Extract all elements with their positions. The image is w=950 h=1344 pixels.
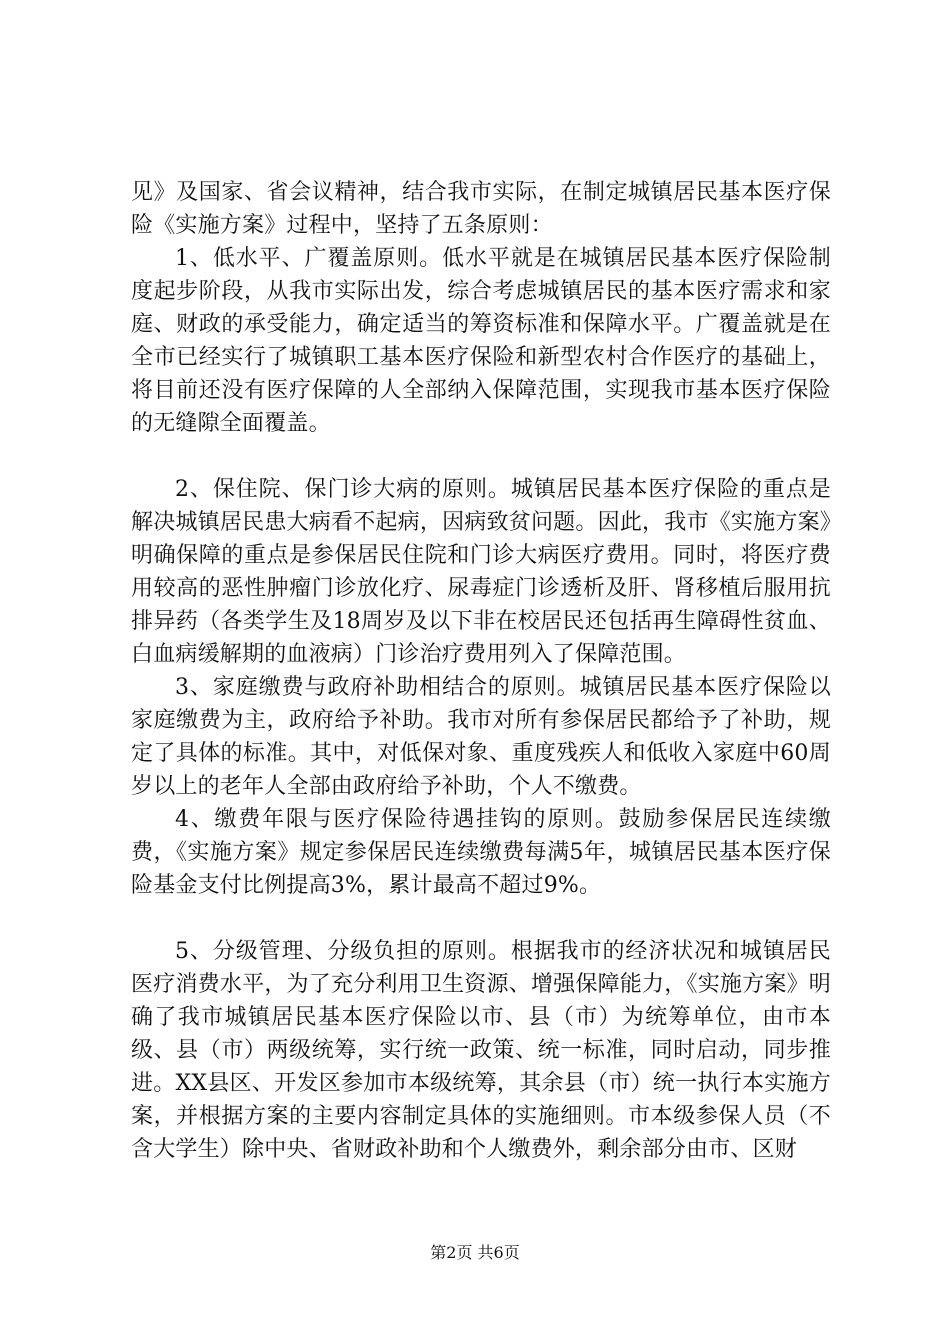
paragraph-principle-2: 2、保住院、保门诊大病的原则。城镇居民基本医疗保险的重点是解决城镇居民患大病看不起病，因病致贫问题。因此，我市《实施方案》明确保障的重点是参保居民住院和门诊大病医疗费用。同时，将医疗费用较高的恶性肿瘤门诊放化疗、尿毒症门诊透析及肝、肾移植后服用抗排异药（各类学生及18周岁及以下非在校居民还包括再生障碍性贫血、白血病缓解期的血液病）门诊治疗费用列入了保障范围。 (131, 477, 831, 667)
document-body (131, 176, 831, 1166)
paragraph-principle-5: 5、分级管理、分级负担的原则。根据我市的经济状况和城镇居民医疗消费水平，为了充分利用卫生资源、增强保障能力，《实施方案》明确了我市城镇居民基本医疗保险以市、县（市）为统筹单位，由市本级、县（市）两级统筹，实行统一政策、统一标准，同时启动，同步推进。XX县区、开发区参加市本级统筹，其余县（市）统一执行本实施方案，并根据方案的主要内容制定具体的实施细则。市本级参保人员（不含大学生）除中央、省财政补助和个人缴费外，剩余部分由市、区财 (131, 939, 831, 1162)
paragraph-principle-4: 4、缴费年限与医疗保险待遇挂钩的原则。鼓励参保居民连续缴费，《实施方案》规定参保居民连续缴费每满5年，城镇居民基本医疗保险基金支付比例提高3%，累计最高不超过9%。 (131, 807, 831, 898)
paragraph-intro: 见》及国家、省会议精神，结合我市实际，在制定城镇居民基本医疗保险《实施方案》过程中，坚持了五条原则： (131, 180, 831, 238)
page-number-footer: 第2页 共6页 (430, 1243, 520, 1262)
paragraph-principle-3: 3、家庭缴费与政府补助相结合的原则。城镇居民基本医疗保险以家庭缴费为主，政府给予补助。我市对所有参保居民都给予了补助，规定了具体的标准。其中，对低保对象、重度残疾人和低收入家庭中60周岁以上的老年人全部由政府给予补助，个人不缴费。 (131, 675, 831, 799)
paragraph-principle-1: 1、低水平、广覆盖原则。低水平就是在城镇居民基本医疗保险制度起步阶段，从我市实际出发，综合考虑城镇居民的基本医疗需求和家庭、财政的承受能力，确定适当的筹资标准和保障水平。广覆盖就是在全市已经实行了城镇职工基本医疗保险和新型农村合作医疗的基础上，将目前还没有医疗保障的人全部纳入保障范围，实现我市基本医疗保险的无缝隙全面覆盖。 (131, 246, 831, 436)
